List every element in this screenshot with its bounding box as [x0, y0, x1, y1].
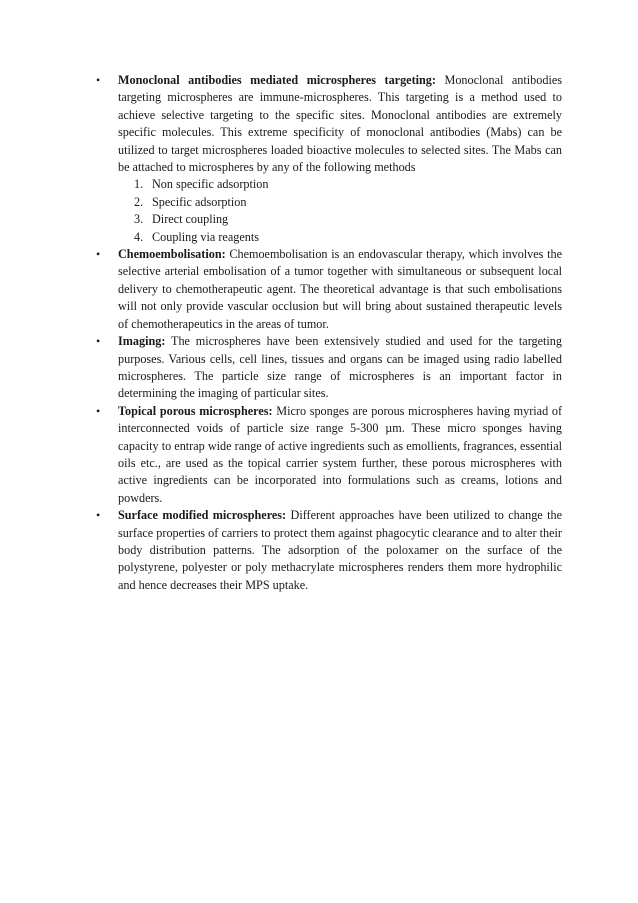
list-item: 1. Non specific adsorption	[134, 177, 269, 192]
section-body: Micro sponges are porous microspheres having myriad of interconnected voids of particle size range 5-300 µm. These micro sponges having capacity to entrap wide range of active ingredients such as emollients, fragrances, essential oils etc., are used as the topical carrier system further, these porous microspheres with active ingredients can be incorporated into formulations such as creams, lotions and powders.	[118, 403, 563, 505]
bullet-icon: •	[96, 73, 101, 87]
list-item: 4. Coupling via reagents	[134, 229, 259, 244]
section-heading: Monoclonal antibodies mediated microspheres targeting:	[118, 73, 436, 87]
coupling-methods-list	[94, 176, 562, 246]
section-body: Chemoembolisation is an endovascular therapy, which involves the selective arterial embolisation of a tumor together with simultaneous or subsequent local delivery to chemotherapeutic agent. The theoretical advantage is that such embolisations will not only provide vascular occlusion but will bring about sustained therapeutic levels of chemotherapeutics in the areas of tumor.	[118, 247, 562, 331]
bullet-icon: •	[96, 403, 101, 418]
section-monoclonal-antibodies	[94, 72, 562, 176]
bullet-icon: •	[96, 334, 101, 349]
document-page	[94, 72, 562, 594]
list-item: 3. Direct coupling	[134, 212, 229, 227]
section-heading: Topical porous microspheres:	[118, 403, 273, 418]
section-topical-porous-microspheres	[94, 403, 562, 507]
section-heading: Chemoembolisation:	[118, 247, 226, 262]
section-heading: Surface modified microspheres:	[118, 508, 287, 523]
section-body: Different approaches have been utilized to change the surface properties of carriers to protect them against phagocytic clearance and to alter their body distribution patterns. The adsorption of the poloxamer on the surface of the polystyrene, polyester or poly methacrylate microspheres renders them more hydrophilic and hence decreases their MPS uptake.	[118, 508, 562, 592]
section-heading: Imaging:	[118, 334, 166, 349]
section-imaging	[94, 333, 562, 403]
bullet-icon: •	[96, 508, 101, 523]
section-body: The microspheres have been extensively studied and used for the targeting purposes. Various cells, cell lines, tissues and organs can be imaged using radio labelled microspheres. The particle size range of microspheres is an important factor in determining the imaging of particular sites.	[118, 334, 562, 401]
section-body: Monoclonal antibodies targeting microspheres are immune-microspheres. This targeting is a method used to achieve selective targeting to the specific sites. Monoclonal antibodies are extremely specific molecules. This extreme specificity of monoclonal antibodies (Mabs) can be utilized to target microspheres loaded bioactive molecules to selected sites. The Mabs can be attached to microspheres by any of the following methods	[118, 73, 562, 175]
section-chemoembolisation	[94, 246, 562, 333]
list-item: 2. Specific adsorption	[134, 194, 247, 209]
section-surface-modified-microspheres	[94, 507, 562, 594]
bullet-icon: •	[96, 247, 101, 262]
